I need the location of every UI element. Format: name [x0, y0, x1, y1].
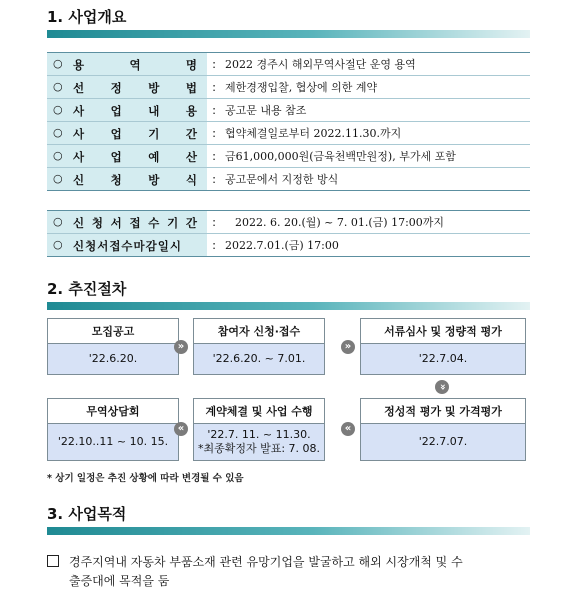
row-value: 2022 경주시 해외무역사절단 운영 용역	[225, 58, 416, 71]
process-box-meeting	[47, 398, 179, 461]
colon: :	[212, 238, 216, 252]
process-step-title: 정성적 평가 및 가격평가	[361, 399, 525, 424]
arrow-left-icon: «	[341, 422, 355, 436]
circle-bullet: ○	[53, 149, 63, 162]
table-row	[47, 53, 530, 76]
circle-bullet: ○	[53, 103, 63, 116]
colon: :	[212, 103, 216, 117]
row-value: 공고문에서 지정한 방식	[225, 173, 339, 186]
purpose-line: 경주지역내 자동차 부품소재 관련 유망기업을 발굴하고 해외 시장개척 및 수	[69, 555, 463, 569]
schedule-table	[47, 210, 530, 257]
row-label: 신 청 방 식	[73, 173, 197, 187]
process-box-recruitment	[47, 318, 179, 375]
circle-bullet: ○	[53, 238, 63, 251]
row-label: 사 업 예 산	[73, 150, 197, 164]
process-step-date: '22.10..11 ~ 10. 15.	[48, 424, 178, 460]
section-divider	[47, 302, 530, 310]
colon: :	[212, 149, 216, 163]
row-label: 사 업 기 간	[73, 127, 197, 141]
table-row	[47, 168, 530, 191]
process-step-title: 서류심사 및 정량적 평가	[361, 319, 525, 344]
process-step-date: '22.6.20. ~ 7.01.	[194, 344, 324, 374]
colon: :	[212, 57, 216, 71]
overview-table	[47, 52, 530, 191]
table-row	[47, 145, 530, 168]
process-box-evaluation	[360, 398, 526, 461]
colon: :	[212, 80, 216, 94]
row-value: 2022.7.01.(금) 17:00	[225, 239, 339, 252]
process-step-title: 모집공고	[48, 319, 178, 344]
row-label: 신청서접수마감일시	[73, 239, 182, 253]
row-value: 금61,000,000원(금육천백만원정), 부가세 포함	[225, 150, 456, 163]
process-box-screening	[360, 318, 526, 375]
table-row	[47, 122, 530, 145]
row-value: 2022. 6. 20.(월) ~ 7. 01.(금) 17:00까지	[235, 216, 445, 229]
row-value: 제한경쟁입찰, 협상에 의한 계약	[225, 81, 378, 94]
section-title-overview: 1. 사업개요	[47, 8, 127, 26]
colon: :	[212, 172, 216, 186]
purpose-text	[47, 553, 537, 591]
process-step-date: '22.7.07.	[361, 424, 525, 460]
circle-bullet: ○	[53, 172, 63, 185]
arrow-right-icon: »	[174, 340, 188, 354]
process-box-contract	[193, 398, 325, 461]
section-divider	[47, 30, 530, 38]
section-title-purpose: 3. 사업목적	[47, 505, 127, 523]
process-step-title: 참여자 신청·접수	[194, 319, 324, 344]
colon: :	[212, 215, 216, 229]
table-row	[47, 76, 530, 99]
process-step-note: *최종확정자 발표: 7. 08.	[197, 442, 321, 455]
process-step-date: '22.7.04.	[361, 344, 525, 374]
checkbox-icon	[47, 555, 59, 567]
purpose-line: 출증대에 목적을 둠	[69, 574, 170, 588]
process-step-date: '22.6.20.	[48, 344, 178, 374]
row-label: 선 정 방 법	[73, 81, 197, 95]
row-value: 협약체결일로부터 2022.11.30.까지	[225, 127, 402, 140]
procedure-note: * 상기 일정은 추진 상황에 따라 변경될 수 있음	[47, 473, 244, 484]
table-row	[47, 211, 530, 234]
process-box-application	[193, 318, 325, 375]
row-label: 신 청 서 접 수 기 간	[73, 216, 197, 230]
process-step-date-line: '22.7. 11. ~ 11.30.	[207, 428, 311, 441]
table-row	[47, 99, 530, 122]
row-value: 공고문 내용 참조	[225, 104, 307, 117]
process-step-title: 계약체결 및 사업 수행	[194, 399, 324, 424]
section-divider	[47, 527, 530, 535]
arrow-left-icon: «	[174, 422, 188, 436]
process-step-title: 무역상담회	[48, 399, 178, 424]
circle-bullet: ○	[53, 215, 63, 228]
circle-bullet: ○	[53, 57, 63, 70]
section-title-procedure: 2. 추진절차	[47, 280, 127, 298]
process-step-date	[194, 424, 324, 460]
arrow-right-icon: »	[341, 340, 355, 354]
row-label: 용 역 명	[73, 58, 197, 72]
row-label: 사 업 내 용	[73, 104, 197, 118]
circle-bullet: ○	[53, 126, 63, 139]
circle-bullet: ○	[53, 80, 63, 93]
arrow-down-icon: »	[435, 380, 449, 394]
colon: :	[212, 126, 216, 140]
table-row	[47, 234, 530, 257]
